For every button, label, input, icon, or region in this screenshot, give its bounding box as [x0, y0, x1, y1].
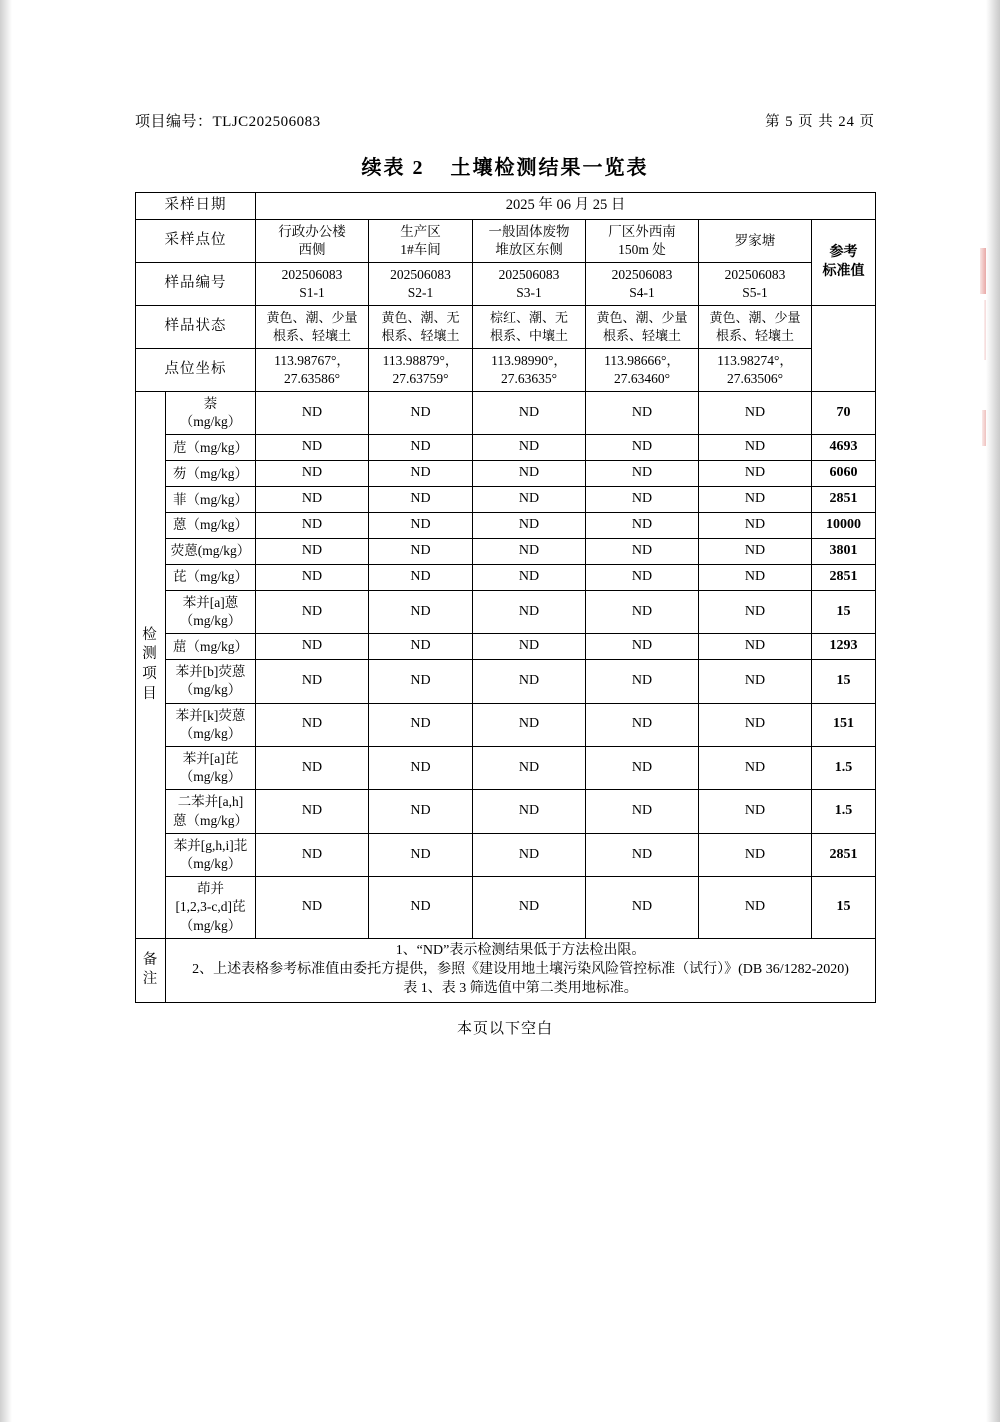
sampling-point-4-line1: 厂区外西南 — [608, 223, 676, 239]
cell-item-value: ND — [699, 877, 812, 939]
cell-item-name — [166, 746, 256, 789]
item-name-line2: （mg/kg） — [179, 682, 242, 698]
cell-item-name: 荧蒽(mg/kg） — [166, 538, 256, 564]
cell-item-name — [166, 877, 256, 939]
sample-no-5-line2: S5-1 — [742, 285, 768, 301]
table-row-coordinates — [136, 348, 876, 391]
cell-item-value: ND — [256, 538, 369, 564]
item-name-line1: 二苯并[a,h] — [177, 794, 244, 810]
cell-item-name: 䓛（mg/kg） — [166, 634, 256, 660]
coordinates-1-line2: 27.63586° — [283, 370, 341, 386]
cell-item-value: ND — [256, 564, 369, 590]
label-sample-no: 样品编号 — [136, 263, 256, 306]
cell-item-value: ND — [473, 461, 586, 487]
cell-item-name: 芘（mg/kg） — [166, 564, 256, 590]
sampling-point-3-line2: 堆放区东侧 — [495, 241, 563, 257]
sample-state-1-line2: 根系、轻壤土 — [272, 327, 351, 343]
cell-item-value: ND — [256, 513, 369, 539]
coordinates-3-line2: 27.63635° — [500, 370, 558, 386]
sample-no-2-line2: S2-1 — [407, 285, 434, 301]
cell-item-name — [166, 660, 256, 703]
reference-standard-line1: 参考 — [829, 244, 858, 260]
cell-item-standard: 15 — [812, 660, 876, 703]
cell-item-value: ND — [699, 746, 812, 789]
cell-item-value: ND — [699, 833, 812, 876]
cell-item-standard: 70 — [812, 391, 876, 434]
cell-item-standard: 3801 — [812, 538, 876, 564]
table-row-item — [136, 538, 876, 564]
cell-item-value: ND — [699, 461, 812, 487]
cell-item-value: ND — [256, 877, 369, 939]
cell-item-value: ND — [586, 790, 699, 833]
cell-item-value: ND — [586, 513, 699, 539]
remark-line-3: 表 1、表 3 筛选值中第二类用地标准。 — [403, 980, 638, 996]
cell-item-name — [166, 391, 256, 434]
label-sample-state: 样品状态 — [136, 306, 256, 348]
table-row-item — [136, 746, 876, 789]
cell-item-value: ND — [473, 564, 586, 590]
table-row-sampling-date — [136, 193, 876, 220]
sampling-point-2-line1: 生产区 — [400, 223, 441, 239]
remark-content — [166, 938, 876, 1002]
cell-item-name — [166, 833, 256, 876]
sample-no-1-line1: 202506083 — [281, 267, 343, 282]
cell-item-value: ND — [473, 391, 586, 434]
project-number — [135, 110, 321, 131]
cell-sample-no-4 — [586, 263, 699, 306]
sample-state-4-line1: 黄色、潮、少量 — [596, 310, 688, 326]
table-row-sample-no — [136, 263, 876, 306]
sampling-point-3-line1: 一般固体废物 — [488, 223, 570, 239]
cell-item-value: ND — [473, 746, 586, 789]
title-prefix: 续表 2 — [361, 157, 425, 179]
cell-item-value: ND — [699, 703, 812, 746]
cell-item-value: ND — [369, 391, 473, 434]
cell-item-value: ND — [699, 538, 812, 564]
sample-no-3-line2: S3-1 — [516, 285, 542, 301]
cell-item-value: ND — [369, 461, 473, 487]
coordinates-1-line1: 113.98767°， — [274, 352, 350, 368]
cell-item-name — [166, 703, 256, 746]
cell-item-standard: 10000 — [812, 513, 876, 539]
cell-coordinates-1 — [256, 348, 369, 391]
cell-sample-no-2 — [369, 263, 473, 306]
cell-reference-standard-spacer — [812, 306, 876, 392]
sample-state-3-line2: 根系、中壤土 — [489, 327, 568, 343]
cell-item-value: ND — [699, 590, 812, 633]
cell-item-standard: 4693 — [812, 435, 876, 461]
cell-item-value: ND — [699, 634, 812, 660]
cell-coordinates-3 — [473, 348, 586, 391]
cell-item-value: ND — [256, 703, 369, 746]
cell-item-value: ND — [586, 487, 699, 513]
cell-coordinates-5 — [699, 348, 812, 391]
cell-item-standard: 2851 — [812, 833, 876, 876]
sample-state-5-line2: 根系、轻壤土 — [715, 327, 794, 343]
item-name-line1: 苯并[k]荧蒽 — [175, 707, 246, 723]
coordinates-2-line2: 27.63759° — [392, 370, 449, 386]
cell-item-value: ND — [256, 660, 369, 703]
sample-state-2-line2: 根系、轻壤土 — [381, 327, 460, 343]
page-number: 第 5 页 共 24 页 — [765, 114, 875, 130]
item-name-line1: 苯并[g,h,i]苝 — [173, 837, 248, 853]
coordinates-2-line1: 113.98879°， — [382, 352, 459, 368]
remark-line-2: 2、上述表格参考标准值由委托方提供，参照《建设用地土壤污染风险管控标准（试行）》(DB 36/1282-2020) — [192, 961, 849, 977]
cell-item-value: ND — [473, 833, 586, 876]
table-row-item — [136, 513, 876, 539]
label-reference-standard — [812, 219, 876, 306]
sampling-point-5-line1: 罗家塘 — [734, 232, 776, 248]
table-row-sample-state — [136, 306, 876, 348]
table-row-item — [136, 790, 876, 833]
cell-sampling-point-3 — [473, 219, 586, 262]
cell-item-value: ND — [369, 538, 473, 564]
red-stamp-fragment-middle — [984, 300, 994, 360]
cell-item-value: ND — [473, 538, 586, 564]
cell-item-value: ND — [473, 790, 586, 833]
sample-state-1-line1: 黄色、潮、少量 — [266, 310, 358, 326]
cell-coordinates-2 — [369, 348, 473, 391]
cell-item-value: ND — [473, 590, 586, 633]
page-content — [135, 110, 875, 1038]
cell-item-name: 蒽（mg/kg） — [166, 513, 256, 539]
item-name-line1: 苯并[a]蒽 — [182, 594, 239, 610]
cell-item-value: ND — [473, 513, 586, 539]
cell-item-value: ND — [473, 703, 586, 746]
page-header — [135, 110, 875, 137]
table-row-remark — [136, 938, 876, 1002]
cell-sample-no-5 — [699, 263, 812, 306]
soil-test-results-table — [135, 192, 876, 1003]
cell-item-value: ND — [369, 564, 473, 590]
cell-sample-state-2 — [369, 306, 473, 348]
remark-label-line2: 注 — [142, 971, 159, 988]
cell-sample-no-1 — [256, 263, 369, 306]
sample-state-3-line1: 棕红、潮、无 — [489, 310, 568, 326]
cell-item-value: ND — [586, 538, 699, 564]
item-name-line1: 苯并[b]荧蒽 — [175, 664, 246, 680]
page-title — [135, 151, 875, 180]
red-stamp-fragment-top — [980, 248, 994, 294]
sample-no-4-line2: S4-1 — [629, 285, 655, 301]
cell-item-value: ND — [369, 513, 473, 539]
cell-item-value: ND — [473, 660, 586, 703]
table-row-sampling-point — [136, 219, 876, 262]
remark-line-1: 1、“ND”表示检测结果低于方法检出限。 — [395, 942, 646, 958]
cell-item-standard: 15 — [812, 877, 876, 939]
cell-item-standard: 2851 — [812, 487, 876, 513]
table-row-item — [136, 590, 876, 633]
cell-item-value: ND — [586, 634, 699, 660]
cell-sampling-point-1 — [256, 219, 369, 262]
cell-item-standard: 1.5 — [812, 790, 876, 833]
table-row-item — [136, 487, 876, 513]
cell-sampling-point-2 — [369, 219, 473, 262]
cell-item-value: ND — [586, 703, 699, 746]
sample-no-3-line1: 202506083 — [498, 267, 560, 282]
cell-item-value: ND — [369, 703, 473, 746]
cell-item-standard: 1.5 — [812, 746, 876, 789]
table-row-item — [136, 564, 876, 590]
coordinates-4-line2: 27.63460° — [613, 370, 671, 386]
cell-item-value: ND — [699, 487, 812, 513]
cell-item-value: ND — [699, 513, 812, 539]
item-name-line1: 苯并[a]芘 — [182, 750, 239, 766]
sample-no-1-line2: S1-1 — [299, 285, 325, 301]
coordinates-3-line1: 113.98990°， — [491, 352, 567, 368]
table-row-item — [136, 833, 876, 876]
cell-item-value: ND — [473, 634, 586, 660]
cell-item-value: ND — [256, 833, 369, 876]
cell-item-value: ND — [369, 877, 473, 939]
item-name-line2: （mg/kg） — [179, 414, 242, 430]
cell-item-name — [166, 590, 256, 633]
coordinates-5-line1: 113.98274°， — [717, 352, 793, 368]
cell-item-standard: 15 — [812, 590, 876, 633]
cell-item-value: ND — [473, 487, 586, 513]
cell-item-value: ND — [586, 660, 699, 703]
cell-item-standard: 1293 — [812, 634, 876, 660]
cell-item-value: ND — [369, 833, 473, 876]
cell-item-value: ND — [586, 877, 699, 939]
cell-item-name: 菲（mg/kg） — [166, 487, 256, 513]
cell-item-value: ND — [256, 746, 369, 789]
label-coordinates: 点位坐标 — [136, 348, 256, 391]
cell-item-standard: 6060 — [812, 461, 876, 487]
sampling-point-2-line2: 1#车间 — [400, 241, 441, 257]
cell-sampling-point-5 — [699, 219, 812, 262]
table-row-item — [136, 461, 876, 487]
cell-sampling-point-4 — [586, 219, 699, 262]
cell-item-value: ND — [256, 461, 369, 487]
cell-item-name: 芴（mg/kg） — [166, 461, 256, 487]
cell-item-value: ND — [699, 790, 812, 833]
cell-item-value: ND — [369, 746, 473, 789]
item-name-line1: 萘 — [203, 395, 218, 411]
item-name-line1: 茚并 — [197, 881, 224, 897]
table-row-item — [136, 660, 876, 703]
cell-item-value: ND — [256, 435, 369, 461]
table-row-item — [136, 435, 876, 461]
item-name-line2: （mg/kg） — [179, 612, 242, 628]
item-name-line2: [1,2,3-c,d]芘 — [175, 899, 246, 915]
cell-item-value: ND — [256, 590, 369, 633]
sample-no-5-line1: 202506083 — [724, 267, 786, 282]
cell-item-value: ND — [369, 634, 473, 660]
label-remark — [136, 938, 166, 1002]
cell-item-value: ND — [473, 877, 586, 939]
cell-item-value: ND — [369, 590, 473, 633]
table-row-item — [136, 634, 876, 660]
cell-item-value: ND — [369, 660, 473, 703]
cell-item-value: ND — [473, 435, 586, 461]
sample-state-5-line1: 黄色、潮、少量 — [709, 310, 801, 326]
cell-item-name — [166, 790, 256, 833]
cell-item-value: ND — [256, 391, 369, 434]
cell-item-name: 苊（mg/kg） — [166, 435, 256, 461]
project-number-label: 项目编号： — [135, 114, 213, 130]
cell-item-value: ND — [699, 660, 812, 703]
table-row-item — [136, 391, 876, 434]
cell-item-value: ND — [586, 746, 699, 789]
label-sampling-point: 采样点位 — [136, 219, 256, 262]
item-name-line3: （mg/kg） — [179, 917, 242, 933]
item-name-line2: （mg/kg） — [179, 725, 242, 741]
sampling-point-4-line2: 150m 处 — [618, 241, 666, 257]
cell-item-value: ND — [586, 564, 699, 590]
cell-item-value: ND — [699, 391, 812, 434]
cell-item-value: ND — [369, 790, 473, 833]
cell-item-value: ND — [699, 435, 812, 461]
cell-item-value: ND — [699, 564, 812, 590]
page-blank-note: 本页以下空白 — [456, 1020, 553, 1037]
sample-state-4-line2: 根系、轻壤土 — [602, 327, 681, 343]
cell-item-value: ND — [369, 487, 473, 513]
item-name-line2: 蒽（mg/kg） — [172, 812, 248, 828]
cell-sample-no-3 — [473, 263, 586, 306]
cell-item-value: ND — [586, 461, 699, 487]
cell-sample-state-5 — [699, 306, 812, 348]
cell-item-standard: 2851 — [812, 564, 876, 590]
cell-sample-state-4 — [586, 306, 699, 348]
table-row-item — [136, 703, 876, 746]
cell-item-value: ND — [369, 435, 473, 461]
table-row-item — [136, 877, 876, 939]
cell-item-standard: 151 — [812, 703, 876, 746]
cell-item-value: ND — [586, 391, 699, 434]
remark-label-line1: 备 — [142, 951, 159, 968]
label-test-items: 检 测 项 目 — [136, 391, 166, 938]
coordinates-5-line2: 27.63506° — [726, 370, 784, 386]
sampling-point-1-line1: 行政办公楼 — [278, 223, 346, 239]
sampling-point-1-line2: 西侧 — [298, 241, 326, 257]
cell-sample-state-3 — [473, 306, 586, 348]
cell-item-value: ND — [256, 634, 369, 660]
sample-no-4-line1: 202506083 — [611, 267, 673, 282]
cell-item-value: ND — [586, 833, 699, 876]
cell-sample-state-1 — [256, 306, 369, 348]
title-main: 土壤检测结果一览表 — [450, 157, 649, 179]
value-sampling-date: 2025 年 06 月 25 日 — [256, 193, 876, 220]
cell-item-value: ND — [586, 590, 699, 633]
coordinates-4-line1: 113.98666°， — [604, 352, 680, 368]
cell-item-value: ND — [586, 435, 699, 461]
item-name-line2: （mg/kg） — [179, 856, 242, 872]
cell-item-value: ND — [256, 790, 369, 833]
label-sampling-date: 采样日期 — [136, 193, 256, 220]
project-number-value: TLJC202506083 — [212, 114, 321, 130]
reference-standard-line2: 标准值 — [822, 263, 865, 279]
cell-coordinates-4 — [586, 348, 699, 391]
sample-state-2-line1: 黄色、潮、无 — [381, 310, 460, 326]
item-name-line2: （mg/kg） — [179, 769, 242, 785]
sample-no-2-line1: 202506083 — [390, 267, 451, 282]
red-stamp-fragment-bottom — [982, 410, 994, 446]
cell-item-value: ND — [256, 487, 369, 513]
